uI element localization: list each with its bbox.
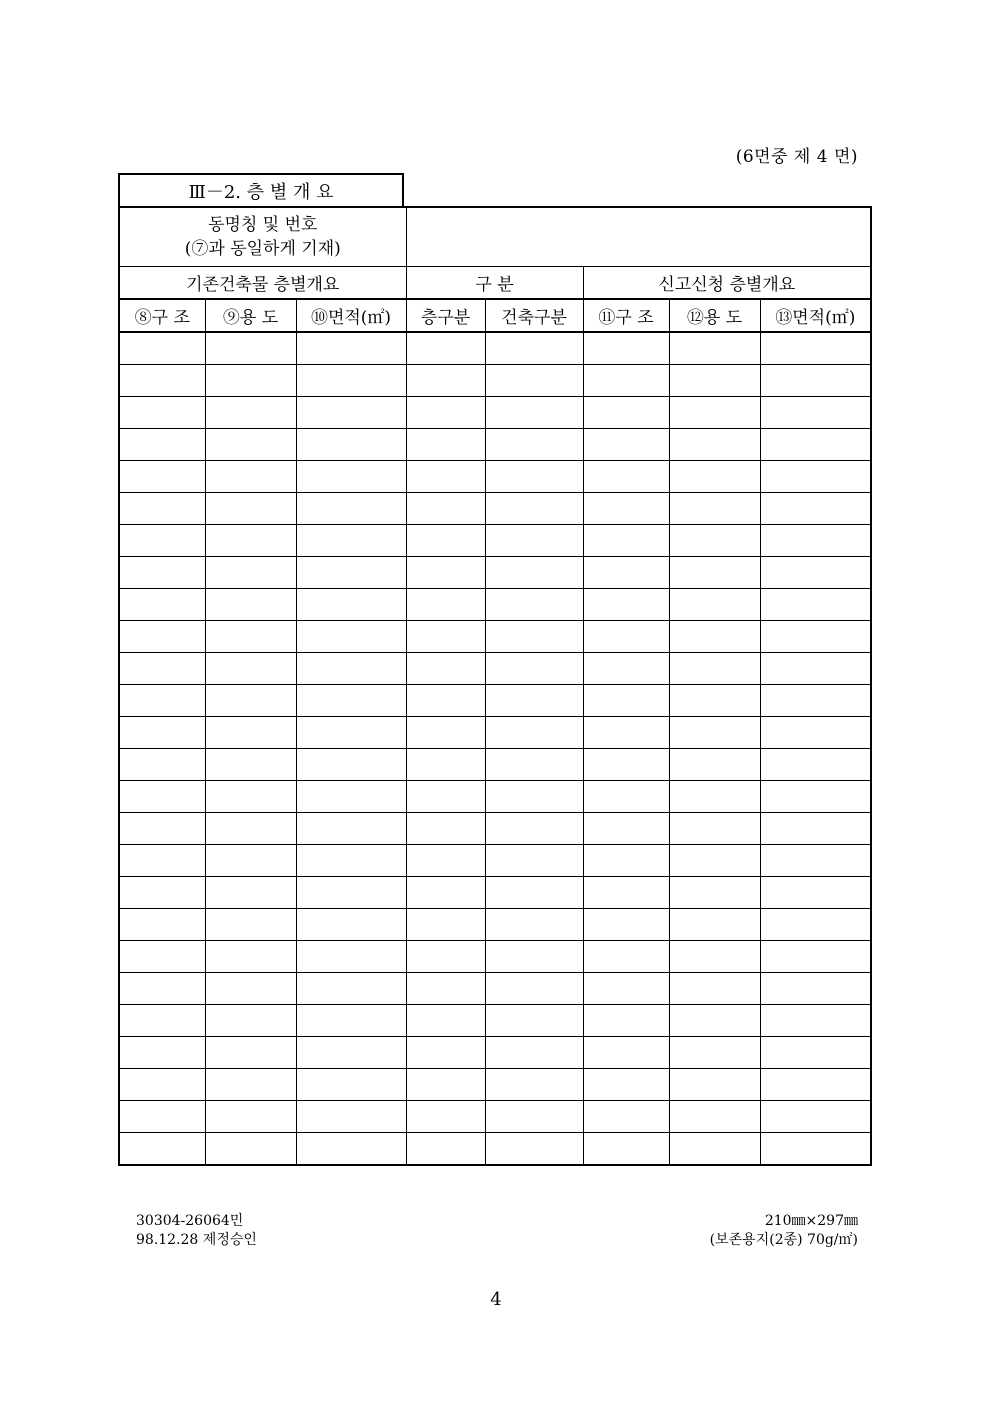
table-row <box>119 493 871 525</box>
table-cell[interactable] <box>296 589 406 621</box>
table-cell[interactable] <box>119 653 205 685</box>
table-cell[interactable] <box>119 1037 205 1069</box>
table-cell[interactable] <box>205 973 296 1005</box>
table-cell[interactable] <box>406 717 485 749</box>
table-cell[interactable] <box>669 717 760 749</box>
table-cell[interactable] <box>406 1101 485 1133</box>
table-cell[interactable] <box>485 621 583 653</box>
table-cell[interactable] <box>406 749 485 781</box>
table-cell[interactable] <box>760 525 871 557</box>
table-cell[interactable] <box>406 1005 485 1037</box>
table-cell[interactable] <box>583 1133 669 1166</box>
table-cell[interactable] <box>760 589 871 621</box>
table-cell[interactable] <box>583 525 669 557</box>
page-label: (6면중 제 4 면) <box>735 147 858 167</box>
table-cell[interactable] <box>406 461 485 493</box>
table-cell[interactable] <box>406 365 485 397</box>
table-cell[interactable] <box>485 749 583 781</box>
table-cell[interactable] <box>119 621 205 653</box>
table-cell[interactable] <box>296 461 406 493</box>
table-cell[interactable] <box>485 365 583 397</box>
table-cell[interactable] <box>669 1005 760 1037</box>
table-cell[interactable] <box>583 941 669 973</box>
table-row <box>119 429 871 461</box>
table-cell[interactable] <box>406 397 485 429</box>
table-cell[interactable] <box>485 813 583 845</box>
page-number: 4 <box>490 1289 502 1310</box>
table-cell[interactable] <box>119 973 205 1005</box>
table-cell[interactable] <box>296 1037 406 1069</box>
table-cell[interactable] <box>296 653 406 685</box>
table-cell[interactable] <box>669 845 760 877</box>
table-cell[interactable] <box>406 877 485 909</box>
table-row <box>119 877 871 909</box>
table-cell[interactable] <box>760 1005 871 1037</box>
table-cell[interactable] <box>760 845 871 877</box>
table-cell[interactable] <box>669 332 760 365</box>
table-cell[interactable] <box>205 525 296 557</box>
table-cell[interactable] <box>760 813 871 845</box>
table-cell[interactable] <box>406 781 485 813</box>
table-cell[interactable] <box>296 877 406 909</box>
table-cell[interactable] <box>583 365 669 397</box>
group-new-header: 신고신청 층별개요 <box>583 267 871 300</box>
table-cell[interactable] <box>119 1101 205 1133</box>
footer-right <box>710 1212 858 1250</box>
table-cell[interactable] <box>119 557 205 589</box>
table-cell[interactable] <box>669 365 760 397</box>
table-row <box>119 749 871 781</box>
table-cell[interactable] <box>119 1133 205 1166</box>
table-cell[interactable] <box>119 397 205 429</box>
table-cell[interactable] <box>296 1101 406 1133</box>
table-cell[interactable] <box>583 1037 669 1069</box>
table-row <box>119 781 871 813</box>
table-cell[interactable] <box>205 717 296 749</box>
table-cell[interactable] <box>406 941 485 973</box>
table-row <box>119 1133 871 1166</box>
table-cell[interactable] <box>583 685 669 717</box>
table-row <box>119 1005 871 1037</box>
table-cell[interactable] <box>760 717 871 749</box>
table-cell[interactable] <box>296 332 406 365</box>
table-cell[interactable] <box>760 461 871 493</box>
table-cell[interactable] <box>583 493 669 525</box>
table-cell[interactable] <box>583 1101 669 1133</box>
table-cell[interactable] <box>485 877 583 909</box>
table-cell[interactable] <box>485 845 583 877</box>
table-cell[interactable] <box>406 332 485 365</box>
table-cell[interactable] <box>760 365 871 397</box>
table-row <box>119 973 871 1005</box>
table-cell[interactable] <box>583 749 669 781</box>
table-cell[interactable] <box>583 653 669 685</box>
table-cell[interactable] <box>406 653 485 685</box>
table-cell[interactable] <box>406 621 485 653</box>
table-cell[interactable] <box>296 397 406 429</box>
footer-left <box>136 1212 257 1250</box>
table-cell[interactable] <box>669 461 760 493</box>
table-cell[interactable] <box>406 909 485 941</box>
table-row <box>119 813 871 845</box>
table-cell[interactable] <box>205 845 296 877</box>
table-cell[interactable] <box>296 1005 406 1037</box>
table-cell[interactable] <box>119 1069 205 1101</box>
table-cell[interactable] <box>296 365 406 397</box>
table-cell[interactable] <box>205 653 296 685</box>
table-cell[interactable] <box>485 332 583 365</box>
table-row <box>119 1069 871 1101</box>
table-cell[interactable] <box>583 332 669 365</box>
table-row <box>119 557 871 589</box>
table-cell[interactable] <box>205 781 296 813</box>
table-cell[interactable] <box>583 397 669 429</box>
table-cell[interactable] <box>205 397 296 429</box>
table-cell[interactable] <box>760 909 871 941</box>
table-cell[interactable] <box>296 685 406 717</box>
table-cell[interactable] <box>205 1069 296 1101</box>
table-cell[interactable] <box>205 493 296 525</box>
table-cell[interactable] <box>669 1069 760 1101</box>
table-cell[interactable] <box>406 845 485 877</box>
table-cell[interactable] <box>406 973 485 1005</box>
table-cell[interactable] <box>406 525 485 557</box>
building-name-label <box>119 207 406 267</box>
table-cell[interactable] <box>760 493 871 525</box>
table-cell[interactable] <box>119 909 205 941</box>
table-cell[interactable] <box>760 749 871 781</box>
table-cell[interactable] <box>760 973 871 1005</box>
table-row <box>119 1101 871 1133</box>
table-cell[interactable] <box>485 1005 583 1037</box>
table-cell[interactable] <box>406 685 485 717</box>
table-row <box>119 461 871 493</box>
table-cell[interactable] <box>760 1069 871 1101</box>
table-cell[interactable] <box>205 1005 296 1037</box>
table-cell[interactable] <box>485 493 583 525</box>
building-name-line1: 동명칭 및 번호 <box>208 215 318 235</box>
table-row <box>119 717 871 749</box>
table-cell[interactable] <box>205 332 296 365</box>
table-cell[interactable] <box>119 749 205 781</box>
table-cell[interactable] <box>760 781 871 813</box>
table-cell[interactable] <box>119 429 205 461</box>
table-cell[interactable] <box>205 685 296 717</box>
table-cell[interactable] <box>119 332 205 365</box>
table-cell[interactable] <box>119 685 205 717</box>
table-row <box>119 685 871 717</box>
table-cell[interactable] <box>669 877 760 909</box>
table-cell[interactable] <box>669 525 760 557</box>
table-cell[interactable] <box>205 941 296 973</box>
table-cell[interactable] <box>669 397 760 429</box>
table-cell[interactable] <box>296 1069 406 1101</box>
table-cell[interactable] <box>485 973 583 1005</box>
building-name-line2: (⑦과 동일하게 기재) <box>184 239 341 259</box>
table-cell[interactable] <box>296 717 406 749</box>
table-cell[interactable] <box>669 909 760 941</box>
table-cell[interactable] <box>296 1133 406 1166</box>
table-row <box>119 365 871 397</box>
table-cell[interactable] <box>669 589 760 621</box>
column-header: 층구분 <box>406 299 485 332</box>
table-cell[interactable] <box>296 749 406 781</box>
table-cell[interactable] <box>119 1005 205 1037</box>
table-cell[interactable] <box>296 525 406 557</box>
table-cell[interactable] <box>485 1101 583 1133</box>
table-cell[interactable] <box>296 429 406 461</box>
table-cell[interactable] <box>760 429 871 461</box>
table-cell[interactable] <box>669 1037 760 1069</box>
table-row <box>119 1037 871 1069</box>
table-cell[interactable] <box>760 877 871 909</box>
table-cell[interactable] <box>296 941 406 973</box>
table-cell[interactable] <box>296 909 406 941</box>
table-cell[interactable] <box>485 685 583 717</box>
table-cell[interactable] <box>669 1133 760 1166</box>
table-cell[interactable] <box>669 493 760 525</box>
table-cell[interactable] <box>205 813 296 845</box>
table-row <box>119 845 871 877</box>
table-cell[interactable] <box>119 525 205 557</box>
table-cell[interactable] <box>760 941 871 973</box>
table-cell[interactable] <box>669 813 760 845</box>
table-cell[interactable] <box>296 813 406 845</box>
table-cell[interactable] <box>760 1133 871 1166</box>
table-cell[interactable] <box>669 973 760 1005</box>
table-row <box>119 653 871 685</box>
table-cell[interactable] <box>760 1101 871 1133</box>
table-cell[interactable] <box>485 781 583 813</box>
building-name-field[interactable] <box>406 207 871 267</box>
table-cell[interactable] <box>760 1037 871 1069</box>
table-cell[interactable] <box>669 685 760 717</box>
table-cell[interactable] <box>296 621 406 653</box>
group-division-header: 구 분 <box>406 267 583 300</box>
table-cell[interactable] <box>583 813 669 845</box>
table-cell[interactable] <box>669 429 760 461</box>
table-cell[interactable] <box>406 1069 485 1101</box>
table-cell[interactable] <box>205 909 296 941</box>
table-cell[interactable] <box>669 1101 760 1133</box>
table-cell[interactable] <box>583 1005 669 1037</box>
table-cell[interactable] <box>119 589 205 621</box>
table-cell[interactable] <box>406 1037 485 1069</box>
group-existing-header: 기존건축물 층별개요 <box>119 267 406 300</box>
table-cell[interactable] <box>583 973 669 1005</box>
table-cell[interactable] <box>583 429 669 461</box>
table-cell[interactable] <box>485 1133 583 1166</box>
table-cell[interactable] <box>669 749 760 781</box>
table-cell[interactable] <box>485 461 583 493</box>
table-cell[interactable] <box>119 877 205 909</box>
paper-type: (보존용지(2종) 70g/㎡) <box>709 1232 858 1248</box>
column-header: ⑨용 도 <box>205 299 296 332</box>
table-cell[interactable] <box>205 557 296 589</box>
table-cell[interactable] <box>583 621 669 653</box>
table-cell[interactable] <box>119 717 205 749</box>
table-cell[interactable] <box>205 877 296 909</box>
table-cell[interactable] <box>669 557 760 589</box>
table-cell[interactable] <box>406 557 485 589</box>
table-cell[interactable] <box>669 621 760 653</box>
table-cell[interactable] <box>583 877 669 909</box>
table-cell[interactable] <box>485 397 583 429</box>
table-cell[interactable] <box>583 589 669 621</box>
table-cell[interactable] <box>406 1133 485 1166</box>
table-row <box>119 332 871 365</box>
table-cell[interactable] <box>296 845 406 877</box>
table-cell[interactable] <box>485 429 583 461</box>
table-row <box>119 397 871 429</box>
table-cell[interactable] <box>296 557 406 589</box>
table-cell[interactable] <box>485 1037 583 1069</box>
table-cell[interactable] <box>760 397 871 429</box>
table-cell[interactable] <box>205 461 296 493</box>
table-cell[interactable] <box>760 685 871 717</box>
table-cell[interactable] <box>583 557 669 589</box>
table-row <box>119 909 871 941</box>
table-cell[interactable] <box>205 749 296 781</box>
approval-note: 98.12.28 제정승인 <box>136 1232 257 1248</box>
table-cell[interactable] <box>583 717 669 749</box>
table-cell[interactable] <box>205 429 296 461</box>
column-header: ⑧구 조 <box>119 299 205 332</box>
table-cell[interactable] <box>205 365 296 397</box>
table-cell[interactable] <box>119 845 205 877</box>
table-cell[interactable] <box>485 909 583 941</box>
table-cell[interactable] <box>485 1069 583 1101</box>
table-cell[interactable] <box>760 653 871 685</box>
table-cell[interactable] <box>583 781 669 813</box>
table-cell[interactable] <box>406 429 485 461</box>
table-cell[interactable] <box>205 1101 296 1133</box>
table-row <box>119 621 871 653</box>
column-header: ⑪구 조 <box>583 299 669 332</box>
table-cell[interactable] <box>296 781 406 813</box>
table-cell[interactable] <box>205 589 296 621</box>
column-header: ⑩면적(㎡) <box>296 299 406 332</box>
table-cell[interactable] <box>583 461 669 493</box>
table-cell[interactable] <box>406 813 485 845</box>
table-cell[interactable] <box>669 781 760 813</box>
table-cell[interactable] <box>119 813 205 845</box>
table-cell[interactable] <box>669 941 760 973</box>
table-row <box>119 525 871 557</box>
table-cell[interactable] <box>119 941 205 973</box>
table-cell[interactable] <box>485 525 583 557</box>
table-cell[interactable] <box>119 365 205 397</box>
paper-size: 210㎜×297㎜ <box>764 1213 858 1229</box>
table-cell[interactable] <box>583 909 669 941</box>
table-cell[interactable] <box>406 589 485 621</box>
table-cell[interactable] <box>205 1133 296 1166</box>
table-cell[interactable] <box>205 1037 296 1069</box>
table-cell[interactable] <box>485 941 583 973</box>
section-title: Ⅲ－2. 층 별 개 요 <box>118 173 404 206</box>
table-row <box>119 589 871 621</box>
column-header: ⑬면적(㎡) <box>760 299 871 332</box>
column-header: 건축구분 <box>485 299 583 332</box>
table-row <box>119 941 871 973</box>
table-cell[interactable] <box>485 653 583 685</box>
table-cell[interactable] <box>583 1069 669 1101</box>
table-cell[interactable] <box>669 653 760 685</box>
table-cell[interactable] <box>296 973 406 1005</box>
table-cell[interactable] <box>119 781 205 813</box>
table-cell[interactable] <box>406 493 485 525</box>
table-cell[interactable] <box>205 621 296 653</box>
table-cell[interactable] <box>119 493 205 525</box>
table-cell[interactable] <box>119 461 205 493</box>
table-cell[interactable] <box>760 621 871 653</box>
column-header: ⑫용 도 <box>669 299 760 332</box>
table-cell[interactable] <box>296 493 406 525</box>
table-cell[interactable] <box>583 845 669 877</box>
form-code: 30304-26064민 <box>136 1213 244 1229</box>
table-cell[interactable] <box>760 557 871 589</box>
table-cell[interactable] <box>485 717 583 749</box>
table-cell[interactable] <box>485 589 583 621</box>
floor-overview-table <box>118 206 872 1166</box>
table-cell[interactable] <box>485 557 583 589</box>
table-cell[interactable] <box>760 332 871 365</box>
